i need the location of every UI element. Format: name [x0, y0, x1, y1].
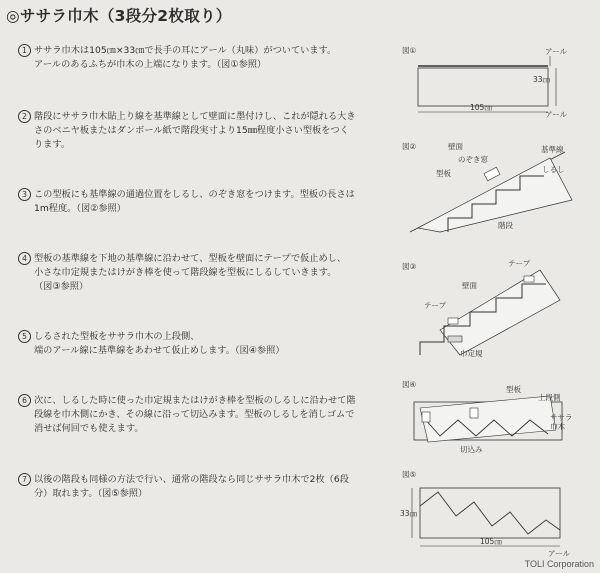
figure-label: 図① [402, 46, 417, 55]
step-text: 次に、しるした時に使った巾定規またはけがき棒を型板のしるしに沿わせて階 段線を巾木側にかき、その線に沿って切込みます。型板のしるしを消しゴムで 消せば何回でも使えます。 [34, 395, 356, 434]
step-1 [18, 44, 392, 72]
width-label: 105㎝ [470, 103, 492, 112]
step-3 [18, 188, 392, 216]
template-label: 型板 [506, 385, 521, 394]
step-4 [18, 252, 392, 294]
step-7 [18, 473, 392, 501]
step-5 [18, 330, 392, 358]
step-6 [18, 394, 392, 436]
peep-window [484, 167, 500, 181]
upper-side-label: 上段側 [538, 393, 561, 402]
tape [524, 276, 534, 282]
figure-1 [400, 44, 590, 124]
page-title: ◎ササラ巾木（3段分2枚取り） [6, 7, 232, 25]
height-label: 33㎝ [533, 75, 551, 84]
figure-label: 図④ [402, 380, 417, 389]
ruler-label: 巾定規 [460, 349, 483, 358]
corporation-credit: TOLI Corporation [524, 559, 594, 569]
sasara-board [418, 68, 548, 106]
figure-5 [400, 468, 590, 563]
step-number: 3 [18, 188, 31, 201]
step-number: 6 [18, 394, 31, 407]
step-number: 1 [18, 44, 31, 57]
baseline-label: 基準線 [541, 145, 564, 154]
step-text: しるされた型板をササラ巾木の上段側、 端のアール線に基準線をあわせて仮止めします。（図④参照） [34, 331, 285, 356]
wall-label: 壁面 [462, 281, 477, 290]
stairs-label: 階段 [498, 221, 513, 230]
figure-label: 図③ [402, 262, 417, 271]
step-text: 階段にササラ巾木貼上り線を基準線として壁面に墨付けし、これが隠れる大き さのベニヤ板またはダンボール紙で階段実寸より15㎜程度小さい型板をつく ります。 [34, 111, 356, 150]
height-label: 33㎝ [400, 509, 418, 518]
tape-left-label: テープ [424, 301, 447, 310]
window-label: のぞき窓 [458, 155, 488, 164]
figure-3 [400, 260, 595, 360]
arl-bottom-label: アール [545, 110, 568, 119]
step-text: 以後の階段も同様の方法で行い、通常の階段なら同じササラ巾木で2枚（6段 分）取れます。（図⑤参照） [34, 474, 349, 499]
cut-label: 切込み [460, 445, 483, 454]
step-text: この型板にも基準線の通過位置をしるし、のぞき窓をつけます。型板の長さは 1m程度。（図②参照） [34, 189, 355, 214]
marker [470, 408, 478, 418]
mark-label: しるし [542, 165, 565, 174]
wall-label: 壁面 [448, 142, 463, 151]
step-text: 型板の基準線を下地の基準線に沿わせて、型板を壁面にテープで仮止めし、 小さな巾定規またはけがき棒を使って階段線を型板にしるしていきます。 （図③参照） [34, 253, 347, 292]
step-2 [18, 110, 392, 152]
step-number: 5 [18, 330, 31, 343]
arl-top-label: アール [545, 47, 568, 56]
marker [422, 412, 430, 422]
width-ruler [448, 336, 462, 342]
sasara-label: ササラ巾木 [550, 413, 573, 431]
arl-label: アール [548, 549, 571, 558]
template-label: 型板 [436, 169, 451, 178]
cut-line [420, 492, 560, 534]
step-text: ササラ巾木は105㎝×33㎝で長手の耳にアール（丸味）がついています。 アールのあるふちが巾木の上端になります。（図①参照） [34, 45, 337, 70]
step-number: 2 [18, 110, 31, 123]
width-label: 105㎝ [480, 537, 502, 546]
tape [448, 318, 458, 324]
figure-label: 図⑤ [402, 470, 417, 479]
figure-label: 図② [402, 142, 417, 151]
step-number: 4 [18, 252, 31, 265]
tape-top-label: テープ [508, 259, 531, 268]
figure-4 [400, 378, 595, 458]
step-number: 7 [18, 473, 31, 486]
figure-2 [400, 140, 595, 235]
